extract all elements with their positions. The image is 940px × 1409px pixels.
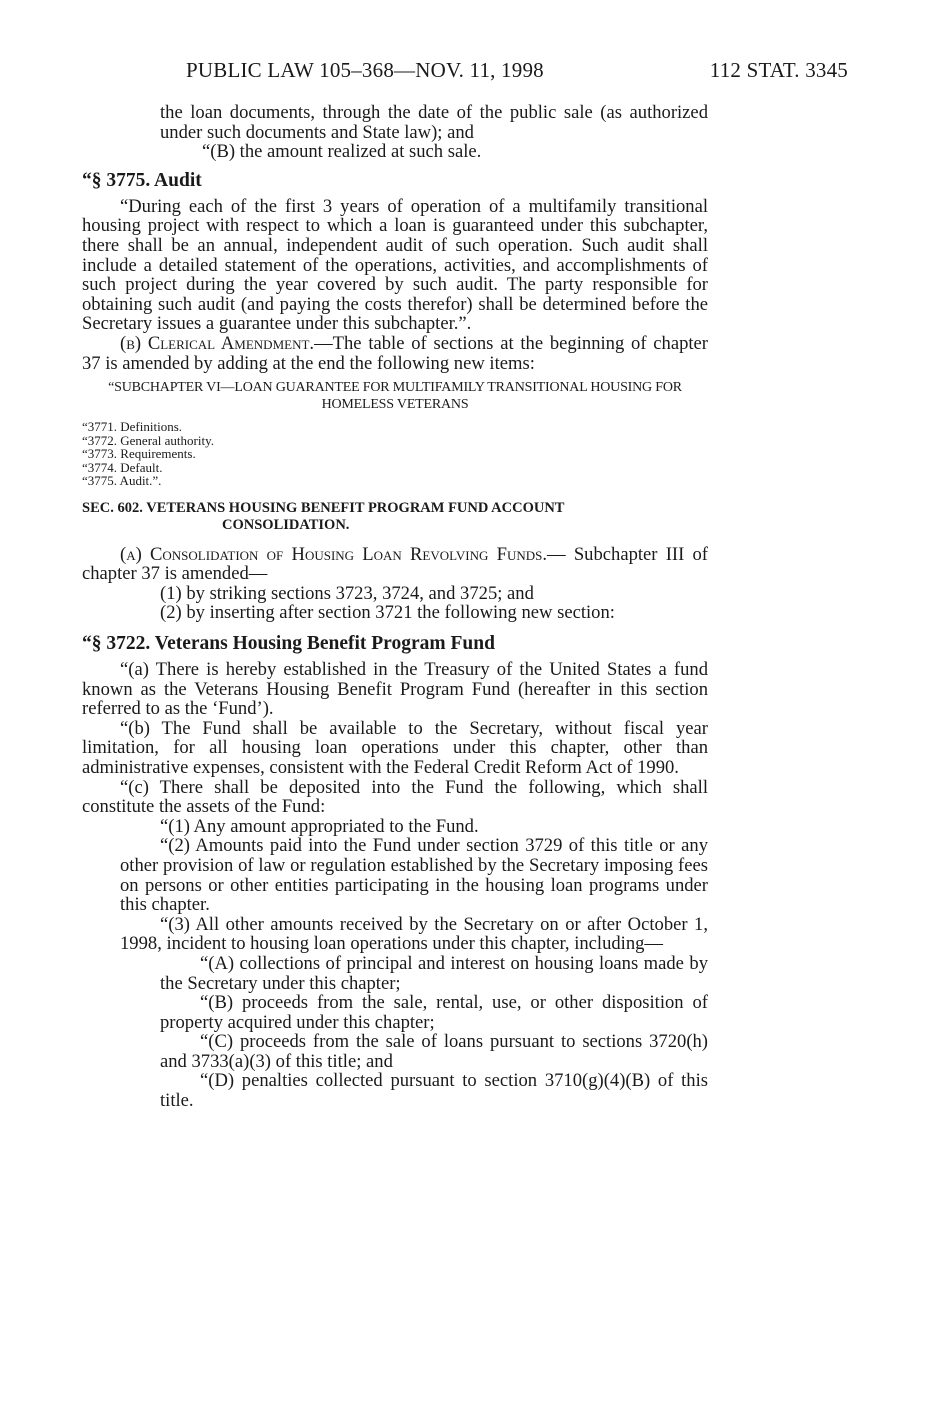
section-3722-heading: “§ 3722. Veterans Housing Benefit Program Fund <box>82 633 495 654</box>
subsection-c3-item-d: “(D) penalties collected pursuant to section 3710(g)(4)(B) of this title. <box>160 1070 708 1112</box>
section-3775-heading: “§ 3775. Audit <box>82 169 202 191</box>
clerical-amendment-paragraph <box>82 334 708 373</box>
section-3722-subsection-b: “(b) The Fund shall be available to the Secretary, without fiscal year limitation, for all housing loan operations under this chapter, other than administrative expenses, consistent with the Federal Credit Reform Act of 1990. <box>82 717 708 778</box>
section-602-title-line2: CONSOLIDATION. <box>222 516 350 533</box>
subsection-c3-item-c: “(C) proceeds from the sale of loans pursuant to sections 3720(h) and 3733(a)(3) of this title; and <box>160 1031 708 1072</box>
section-3722-subsection-a: “(a) There is hereby established in the Treasury of the United States a fund known as the Veterans Housing Benefit Program Fund (hereafter in this section referred to as the ‘Fund’). <box>82 659 708 720</box>
toc-item: “3772. General authority. <box>82 432 214 448</box>
table-of-sections <box>82 420 708 488</box>
amendment-item-2: (2) by inserting after section 3721 the following new section: <box>160 602 615 624</box>
toc-item: “3771. Definitions. <box>82 419 183 435</box>
section-602-title-line1: VETERANS HOUSING BENEFIT PROGRAM FUND ACCOUNT <box>146 499 565 516</box>
toc-item: “3773. Requirements. <box>82 446 196 462</box>
subsection-c-item-1: “(1) Any amount appropriated to the Fund. <box>160 815 479 837</box>
toc-item: “3775. Audit.”. <box>82 473 162 489</box>
section-3775-text: “During each of the first 3 years of operation of a multifamily transitional housing project with respect to which a loan is guaranteed under this subchapter, there shall be an annual, independent audit of such operation. Such audit shall include a detailed statement of the operations, activities, and accomplishments of such project during the year covered by such audit. The party responsible for obtaining such audit (and paying the costs therefor) shall be determined before the Secretary issues a guarantee under this subchapter.”. <box>82 195 708 335</box>
subsection-c-item-2: “(2) Amounts paid into the Fund under section 3729 of this title or any other provision of law or regulation established by the Secretary imposing fees on persons or other entities participating in the housing loan programs under this chapter. <box>120 835 708 916</box>
section-602-heading <box>82 500 708 534</box>
section-602-label: SEC. 602. <box>82 499 143 516</box>
subsection-c-item-3: “(3) All other amounts received by the Secretary on or after October 1, 1998, incident to housing loan operations under this chapter, including— <box>120 913 708 955</box>
clerical-amendment-label: (b) Clerical Amendment. <box>120 332 315 354</box>
subsection-a-text: — Subchapter III of chapter 37 is amended— <box>82 543 708 585</box>
subsection-c3-item-a: “(A) collections of principal and interest on housing loans made by the Secretary under this chapter; <box>160 952 708 994</box>
subsection-a-label: (a) Consolidation of Housing Loan Revolving Funds. <box>120 543 548 565</box>
continued-item-b: “(B) the amount realized at such sale. <box>202 141 482 163</box>
page-body <box>82 103 708 1111</box>
section-3722-subsection-c: “(c) There shall be deposited into the Fund the following, which shall constitute the assets of the Fund: <box>82 776 708 818</box>
subchapter-heading: “SUBCHAPTER VI—LOAN GUARANTEE FOR MULTIFAMILY TRANSITIONAL HOUSING FOR HOMELESS VETERANS <box>108 380 682 413</box>
clerical-amendment-text: —The table of sections at the beginning of chapter 37 is amended by adding at the end the following new items: <box>82 332 709 374</box>
statute-page-number: 112 STAT. 3345 <box>709 58 848 82</box>
public-law-citation: PUBLIC LAW 105–368—NOV. 11, 1998 <box>186 58 544 82</box>
subsection-c3-item-b: “(B) proceeds from the sale, rental, use, or other disposition of property acquired under this chapter; <box>160 992 708 1033</box>
continued-text: the loan documents, through the date of the public sale (as authorized under such documents and State law); and <box>160 102 708 143</box>
toc-item: “3774. Default. <box>82 459 163 475</box>
amendment-item-1: (1) by striking sections 3723, 3724, and 3725; and <box>160 582 534 604</box>
subsection-a-paragraph <box>82 545 708 584</box>
